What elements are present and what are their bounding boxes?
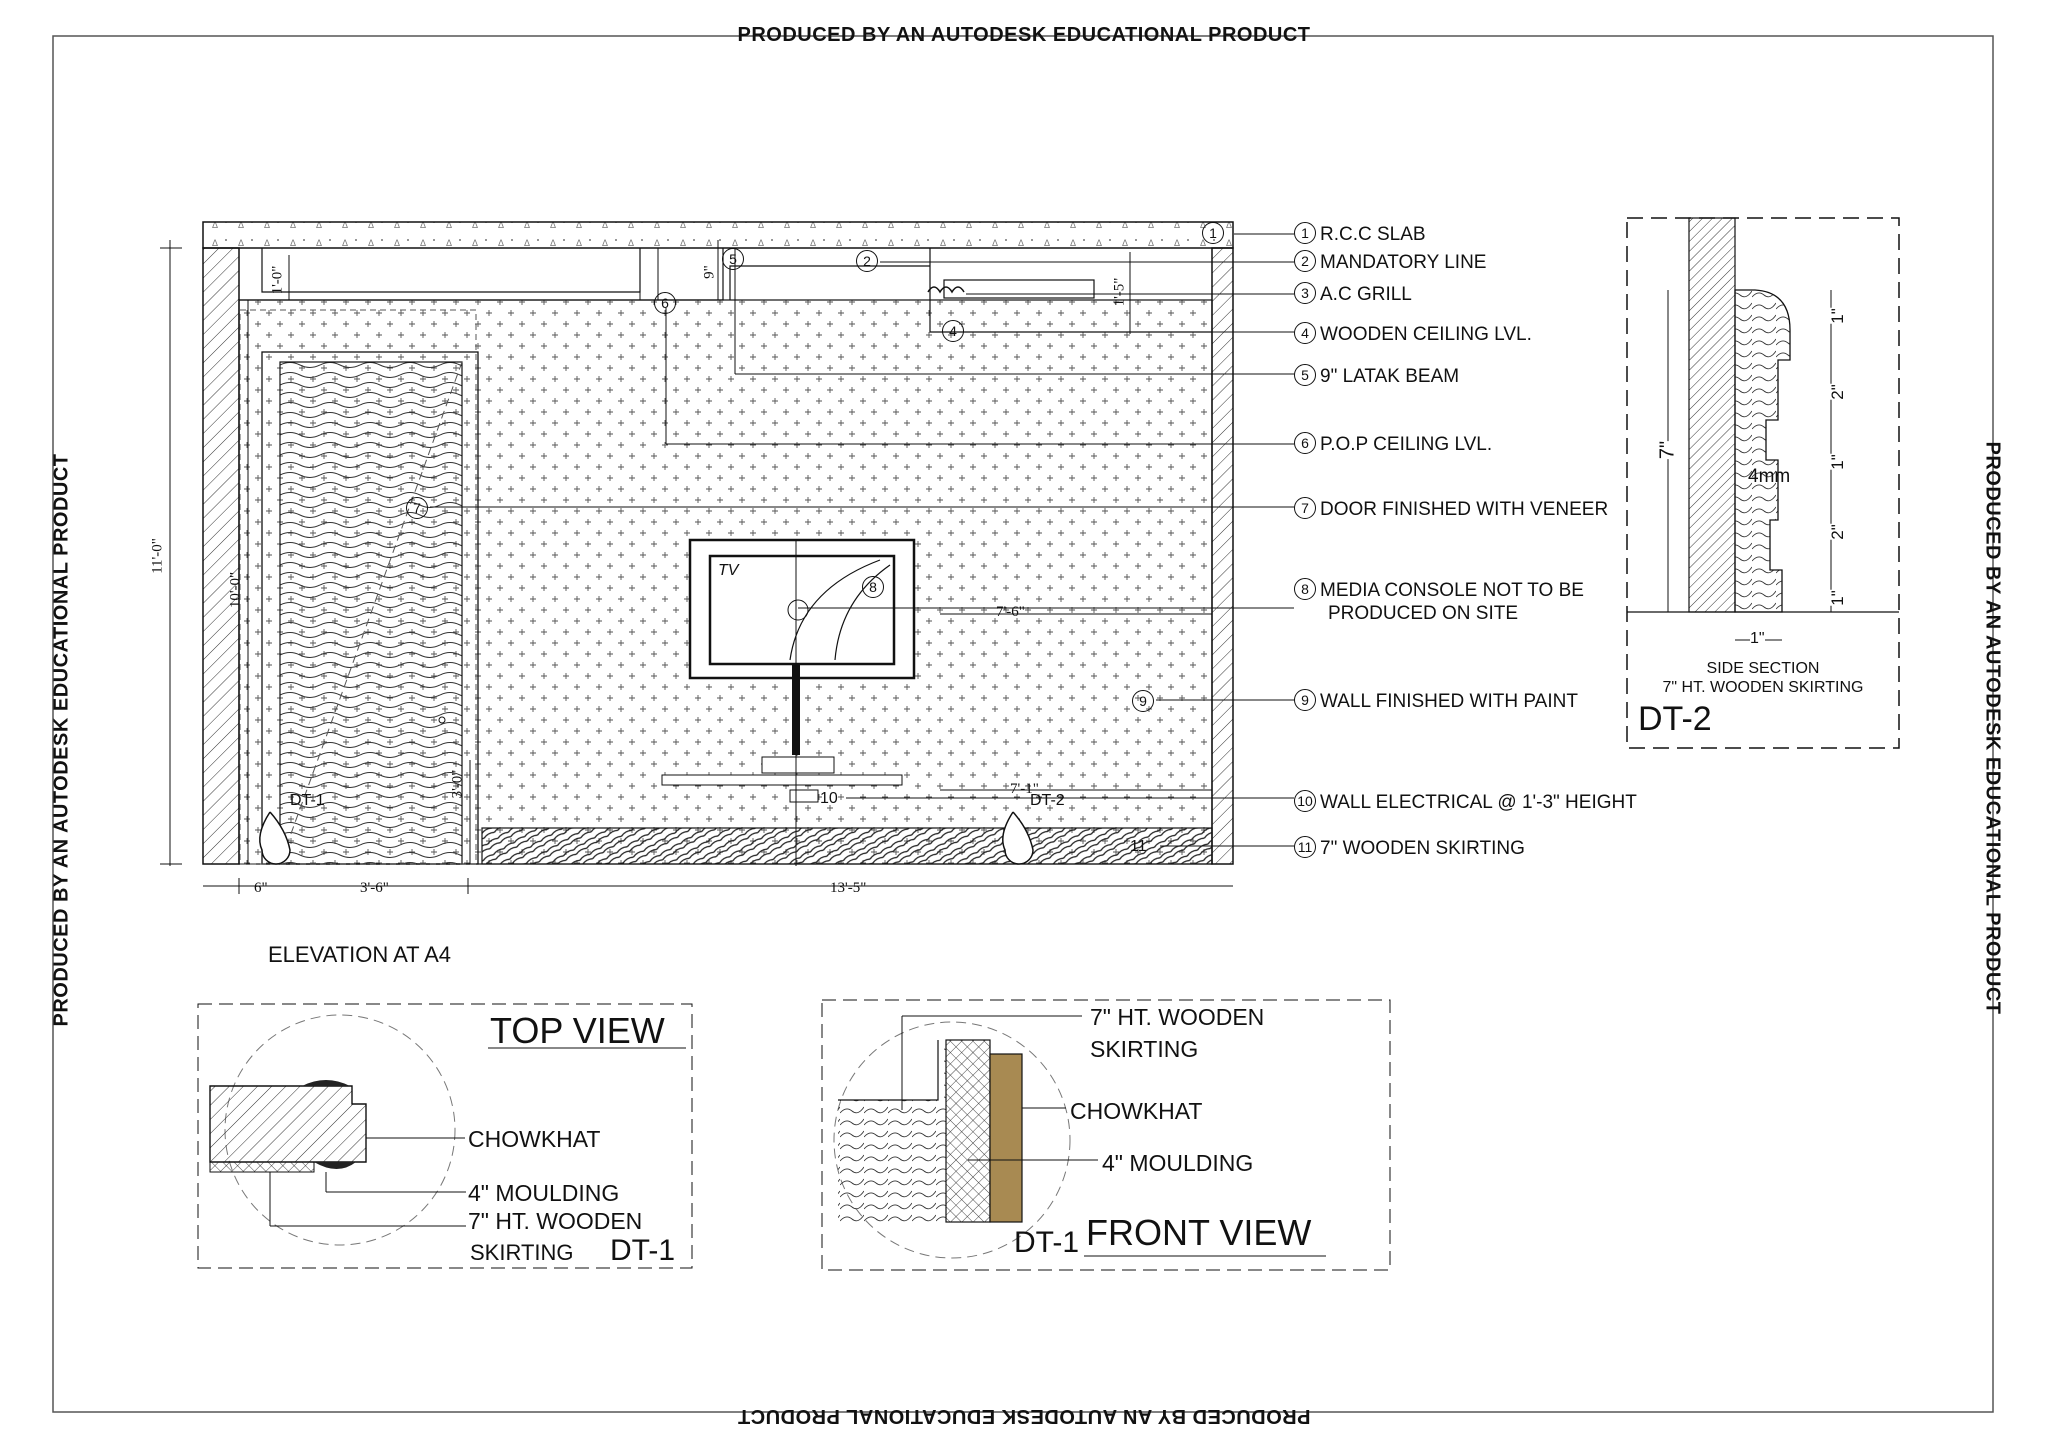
callout-label: 9" LATAK BEAM (1320, 366, 1460, 387)
dim-switch-height: 3'-0" (449, 769, 466, 799)
watermark-bottom: PRODUCED BY AN AUTODESK EDUCATIONAL PRODUCT (737, 1405, 1311, 1427)
dim-console-width: 7'-1" (1010, 781, 1039, 797)
callout-number: 6 (1294, 432, 1316, 454)
front-chowkhat (946, 1040, 990, 1222)
drawing-bubble: 7 (406, 497, 428, 519)
callout-label: 7" WOODEN SKIRTING (1320, 838, 1525, 859)
front-view-label: 4" MOULDING (1102, 1150, 1254, 1176)
chowkhat-block (210, 1086, 366, 1162)
callout-label-line2: PRODUCED ON SITE (1328, 603, 1519, 624)
dt2-segment: 2" (1828, 384, 1847, 400)
drawing-bubble: 4 (942, 320, 964, 342)
top-view-label: 4" MOULDING (468, 1180, 620, 1206)
dt1-tag: DT-1 (290, 792, 325, 809)
elevation-drawing (160, 222, 1294, 894)
tv-label: TV (718, 562, 739, 579)
callout-number: 2 (1294, 250, 1316, 272)
watermark-left: PRODUCED BY AN AUTODESK EDUCATIONAL PRODUCT (50, 453, 73, 1027)
dt2-segment: 1" (1828, 308, 1847, 324)
dt2-tag: DT-2 (1030, 792, 1065, 809)
top-view-label: 7" HT. WOODEN (468, 1208, 643, 1234)
dt2-tag-large: DT-2 (1638, 700, 1712, 738)
top-view-label: CHOWKHAT (468, 1126, 601, 1152)
callout-number: 5 (1294, 364, 1316, 386)
drawing-bubble: 6 (654, 292, 676, 314)
drawing-bubble: 9 (1132, 690, 1154, 712)
callout-number: 1 (1294, 222, 1316, 244)
watermark-right: PRODUCED BY AN AUTODESK EDUCATIONAL PRODUCT (1981, 441, 2004, 1015)
dim-total-height: 11'-0" (149, 538, 166, 574)
front-view-title: FRONT VIEW (1086, 1212, 1312, 1253)
drawing-bubble: 1 (1202, 222, 1224, 244)
callout-label: WOODEN CEILING LVL. (1320, 324, 1532, 345)
dt2-wall (1689, 218, 1735, 612)
callout-label: R.C.C SLAB (1320, 224, 1426, 245)
callout-label: DOOR FINISHED WITH VENEER (1320, 499, 1609, 520)
drawing-bubble: 2 (856, 250, 878, 272)
dim-latak: 9" (701, 265, 718, 279)
callout-number: 10 (1294, 790, 1316, 812)
top-view-title: TOP VIEW (490, 1010, 665, 1051)
callout-number: 8 (1294, 578, 1316, 600)
callout-number: 9 (1294, 689, 1316, 711)
callout-label: A.C GRILL (1320, 284, 1412, 305)
dt2-segment: 1" (1828, 454, 1847, 470)
console (662, 775, 902, 785)
dt2-bottom-dim: 1" (1750, 630, 1765, 647)
skirting (482, 828, 1212, 864)
av-unit (762, 757, 834, 773)
drawing-tag: 11 (1130, 838, 1147, 855)
dt2-thickness: 4mm (1748, 466, 1791, 487)
callout-label: WALL ELECTRICAL @ 1'-3" HEIGHT (1320, 792, 1637, 813)
left-wall (203, 248, 239, 864)
right-wall (1212, 248, 1233, 864)
ac-grill (944, 280, 1094, 298)
dim-tv-width: 7'-6" (996, 604, 1025, 620)
top-view-label: SKIRTING (470, 1240, 574, 1265)
callout-label: P.O.P CEILING LVL. (1320, 434, 1493, 455)
dim-door-width: 3'-6" (360, 880, 389, 896)
callout-number: 3 (1294, 282, 1316, 304)
dim-door-height: 10'-0" (227, 571, 244, 609)
dt2-title-1: SIDE SECTION (1706, 660, 1820, 677)
dt2-title-2: 7" HT. WOODEN SKIRTING (1662, 679, 1864, 696)
callout-label: MEDIA CONSOLE NOT TO BE (1320, 580, 1584, 601)
drawing-tag: 10 (820, 790, 838, 807)
drawing-bubble: 5 (722, 248, 744, 270)
dim-bottom-6: 6" (254, 880, 268, 896)
pop-ceiling (239, 248, 723, 300)
front-view-label: CHOWKHAT (1070, 1098, 1203, 1124)
dt2-segment: 1" (1828, 590, 1847, 606)
top-view-tag: DT-1 (610, 1234, 676, 1267)
dt2-segment: 2" (1828, 524, 1847, 540)
elevation-title: ELEVATION AT A4 (268, 942, 452, 967)
callout-label: WALL FINISHED WITH PAINT (1320, 691, 1578, 712)
dt2-height: 7" (1656, 440, 1679, 460)
dim-wall-width: 13'-5" (830, 880, 867, 896)
dt2-skirting-profile (1735, 290, 1790, 612)
callout-number: 7 (1294, 497, 1316, 519)
front-view-label: SKIRTING (1090, 1036, 1199, 1062)
watermark-top: PRODUCED BY AN AUTODESK EDUCATIONAL PRODUCT (737, 24, 1311, 46)
front-view-label: 7" HT. WOODEN (1090, 1004, 1265, 1030)
front-skirting (838, 1040, 946, 1222)
front-moulding (990, 1054, 1022, 1222)
tv-outer (690, 540, 914, 678)
front-view-tag: DT-1 (1014, 1226, 1080, 1259)
callout-label: MANDATORY LINE (1320, 252, 1487, 273)
callout-number: 11 (1294, 836, 1316, 858)
dim-beam-depth: 1'-0" (269, 265, 286, 295)
drawing-bubble: 8 (862, 576, 884, 598)
dim-wooden-ceiling: 1'-5" (1111, 277, 1128, 307)
callout-number: 4 (1294, 322, 1316, 344)
